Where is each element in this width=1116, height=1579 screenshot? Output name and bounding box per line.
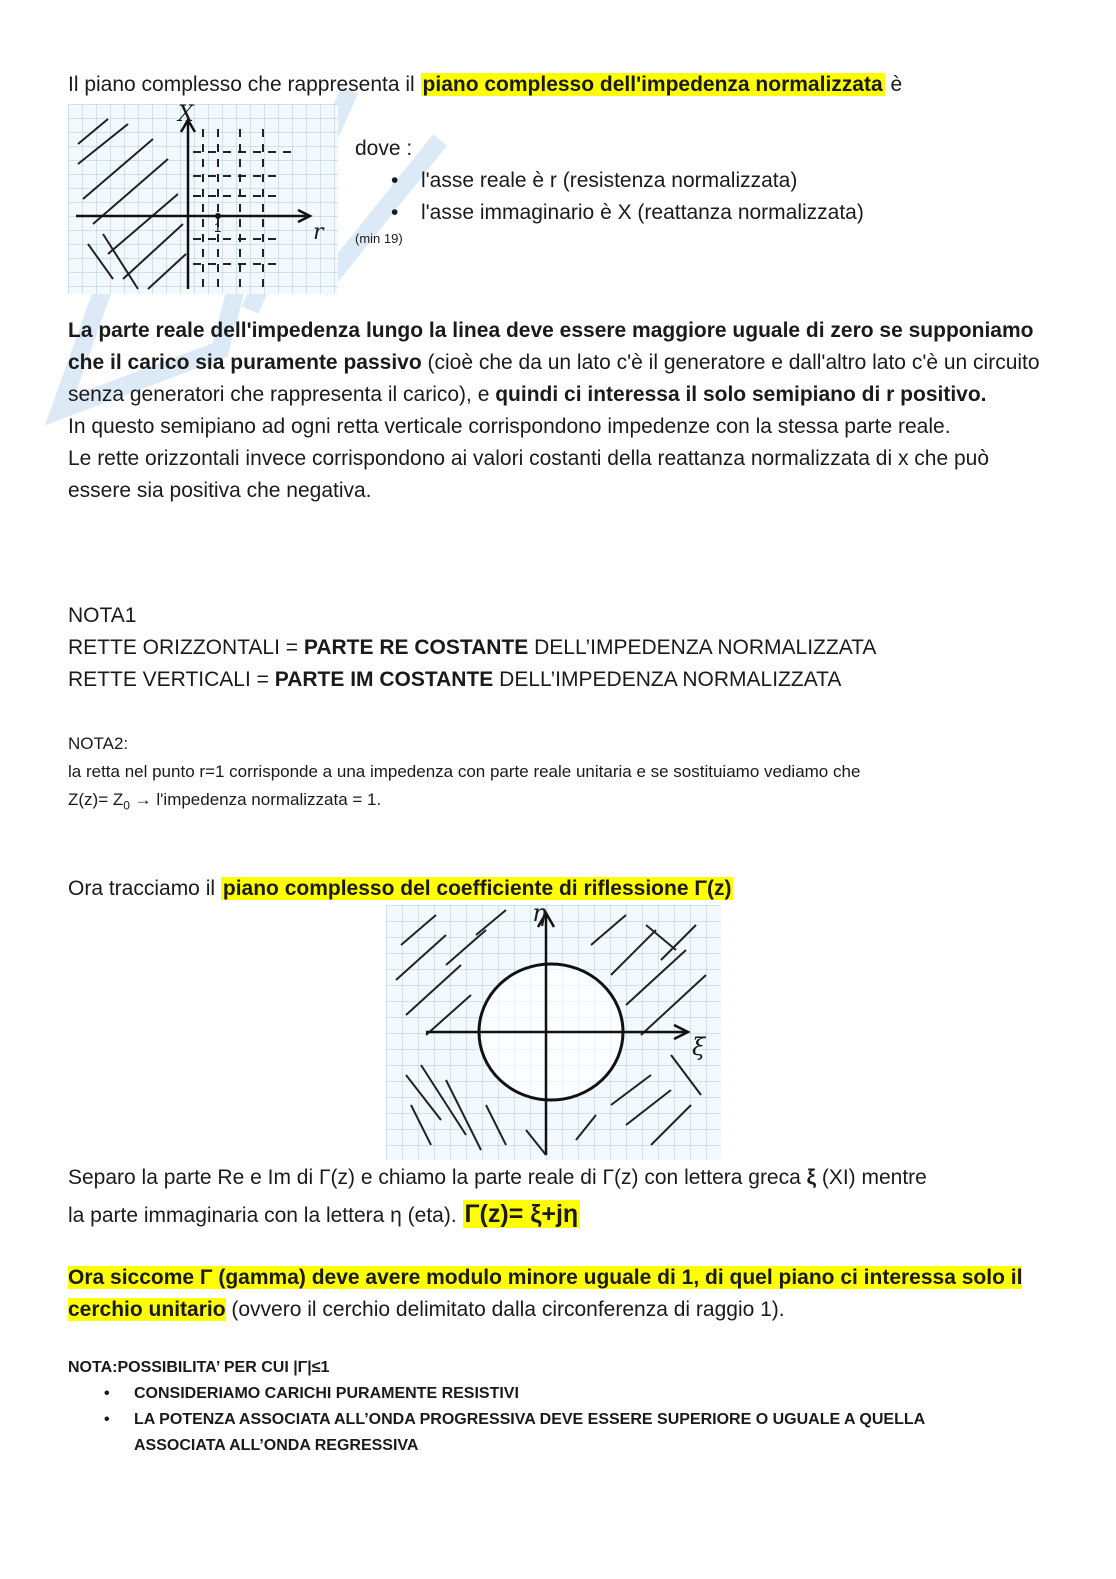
para5-normal: (ovvero il cerchio delimitato dalla circonferenza di raggio 1). [225,1298,785,1321]
arrow-icon: → [134,790,152,809]
intro-highlight: piano complesso dell'impedenza normalizzata [422,73,883,96]
para4-line1: Separo la parte Re e Im di Γ(z) e chiamo la parte reale di Γ(z) con lettera greca ξ (XI) mentre [68,1166,927,1189]
para4-line2: la parte immaginaria con la lettera η (eta). Γ(z)= ξ+jη [68,1200,579,1228]
nota2-line2: $Z(z)= Z_0$ → l'impedenza normalizzata = 1. [68,790,382,813]
axis-xi-label: ξ [692,1033,706,1061]
gamma-intro-prefix: Ora tracciamo il [68,877,221,900]
para5-highlight: Ora siccome Γ (gamma) deve avere modulo minore uguale di 1, di quel piano ci interessa solo il cerchio unitario [68,1266,1023,1321]
gamma-intro-line [68,873,1043,905]
caption-dove: dove : [355,137,413,160]
impedance-plane-figure [68,104,338,294]
nota3-list [134,1381,1043,1459]
intro-suffix: è [884,73,903,96]
figure1-caption [355,133,995,246]
nota3-bullet-1: • CONSIDERIAMO CARICHI PURAMENTE RESISTIVI [134,1381,1043,1407]
bullet-real-axis: • l'asse reale è r (resistenza normalizzata) [421,165,995,197]
bullet-imag-axis: • l'asse immaginario è X (reattanza normalizzata) [421,197,995,229]
gamma-intro-highlight: piano complesso del coefficiente di riflessione Γ(z) [222,877,732,900]
nota1-title: NOTA1 [68,604,137,627]
horizontal-lines-paragraph: Le rette orizzontali invece corrispondono ai valori costanti della reattanza normalizzata di x che può essere sia positiva che negativa. [68,447,990,502]
axis-eta-label: η [532,905,547,927]
nota2-line1: la retta nel punto r=1 corrisponde a una impedenza con parte reale unitaria e se sostituiamo vediamo che [68,762,861,781]
gamma-formula: Γ(z)= ξ+jη [464,1200,579,1228]
intro-line [68,69,1048,101]
nota1-line2: RETTE VERTICALI = PARTE IM COSTANTE DELL’IMPEDENZA NORMALIZZATA [68,668,842,691]
para1-bold2: quindi ci interessa il solo semipiano di r positivo. [495,383,987,406]
note-min-19: (min 19) [355,231,403,246]
axis-x-label-imag: X [178,104,194,127]
tick-label-one: 1 [214,220,222,235]
intro-prefix: Il piano complesso che rappresenta il [68,73,421,96]
nota1-block [68,600,1043,696]
unit-circle-paragraph [68,1262,1043,1326]
nota3-bullet-2: • LA POTENZA ASSOCIATA ALL’ONDA PROGRESSIVA DEVE ESSERE SUPERIORE O UGUALE A QUELLA ASSOCIATA ALL’ONDA REGRESSIVA [134,1407,994,1459]
nota3-title: NOTA:POSSIBILITA’ PER CUI |Γ|≤1 [68,1359,330,1376]
nota2-title: NOTA2: [68,734,129,753]
para1-normal1: (cioè che da un lato c'è il generatore e dall'altro lato c'è un circuito senza generatori che rappresenta il carico), e [68,351,1040,406]
nota3-block [68,1355,1043,1459]
vertical-lines-paragraph: In questo semipiano ad ogni retta verticale corrispondono impedenze con la stessa parte reale. [68,415,951,438]
main-paragraphs [68,315,1043,507]
para1-bold1: La parte reale dell'impedenza lungo la linea deve essere maggiore uguale di zero se supponiamo che il carico sia puramente passivo [68,319,1034,374]
reflection-plane-figure [386,905,721,1160]
passive-load-paragraph [68,315,1043,411]
axis-r-label-real: r [313,220,324,245]
nota1-line1: RETTE ORIZZONTALI = PARTE RE COSTANTE DELL’IMPEDENZA NORMALIZZATA [68,636,877,659]
nota2-block [68,730,1043,819]
re-im-paragraph [68,1162,1043,1232]
axis-description-list [421,165,995,229]
